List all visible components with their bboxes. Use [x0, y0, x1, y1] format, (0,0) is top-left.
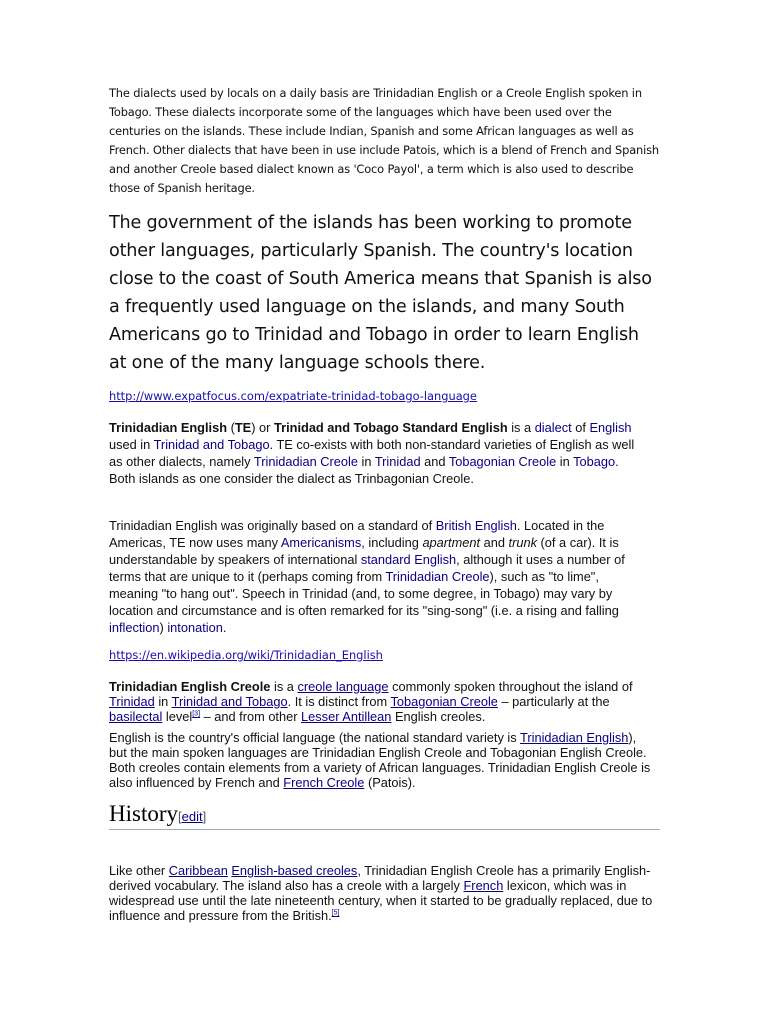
citation-link[interactable]: [5]	[331, 909, 340, 917]
text: and	[420, 454, 449, 469]
paragraph-creole-definition	[109, 679, 654, 724]
expatfocus-url[interactable]: http://www.expatfocus.com/expatriate-trinidad-tobago-language	[109, 389, 477, 403]
text: level	[162, 709, 193, 724]
source-link-wikipedia[interactable]	[109, 648, 383, 662]
italic-term: trunk	[508, 535, 537, 550]
text: , Trinidadian English Creole has a primarily English-derived vocabulary. The island also has a creole with a largely	[109, 863, 651, 893]
text: English is the country's official language (the national standard variety is	[109, 730, 520, 745]
text: . Both islands as one consider the dialect as Trinbagonian Creole.	[109, 454, 619, 486]
text: – particularly at the	[497, 694, 610, 709]
link-english[interactable]: English	[589, 420, 632, 435]
source-link-expatfocus[interactable]	[109, 389, 477, 403]
history-heading	[109, 801, 660, 830]
text: lexicon, which was in widespread use until the late nineteenth century, when it started to be gradually replaced, due to influence and pressure from the British.	[109, 878, 653, 923]
text: (	[227, 420, 235, 435]
bold-term: Trinidadian English Creole	[109, 679, 271, 694]
wikipedia-url[interactable]: https://en.wikipedia.org/wiki/Trinidadian_English	[109, 648, 383, 662]
link-tobagonian-creole[interactable]: Tobagonian Creole	[390, 694, 498, 709]
text: and	[480, 535, 509, 550]
text: is a	[270, 679, 298, 694]
text: commonly spoken throughout the island of	[388, 679, 633, 694]
edit-bracket-close: ]	[202, 809, 207, 824]
text: English creoles.	[391, 709, 486, 724]
link-trinidadian-creole[interactable]: Trinidadian Creole	[385, 569, 490, 584]
text: (Patois).	[364, 775, 416, 790]
paragraph-dialects: The dialects used by locals on a daily basis are Trinidadian English or a Creole English spoken in Tobago. These dialects incorporate some of the languages which have been used over the centuries on the islands. These include Indian, Spanish and some African languages as well as French. Other dialects that have been in use include Patois, which is a blend of French and Spanish and another Creole based dialect known as 'Coco Payol', a term which is also used to describe those of Spanish heritage.	[109, 86, 659, 195]
paragraph-official-language	[109, 730, 654, 790]
history-title: History	[109, 801, 178, 826]
paragraph-te-origins	[109, 517, 637, 636]
link-english-based-creoles[interactable]: English-based creoles	[231, 863, 358, 878]
edit-link[interactable]: edit	[181, 809, 203, 824]
link-tobago[interactable]: Tobago	[573, 454, 616, 469]
link-trinidadian-creole[interactable]: Trinidadian Creole	[253, 454, 358, 469]
text: . Located in the Americas, TE now uses many	[109, 518, 605, 550]
link-french-creole[interactable]: French Creole	[283, 775, 365, 790]
text: (of a car). It is understandable by speakers of international	[109, 535, 619, 567]
text: ) or	[251, 420, 274, 435]
italic-term: apartment	[422, 535, 481, 550]
text: used in	[109, 437, 154, 452]
link-french[interactable]: French	[463, 878, 504, 893]
text: , including	[361, 535, 423, 550]
text: . It is distinct from	[287, 694, 391, 709]
link-intonation[interactable]: intonation	[167, 620, 223, 635]
link-caribbean[interactable]: Caribbean	[168, 863, 228, 878]
link-trinidadian-english[interactable]: Trinidadian English	[520, 730, 629, 745]
link-lesser-antillean[interactable]: Lesser Antillean	[301, 709, 392, 724]
link-dialect[interactable]: dialect	[534, 420, 572, 435]
text: .	[222, 620, 227, 635]
text: . TE co-exists with both non-standard varieties of English as well as other dialects, namely	[109, 437, 635, 469]
link-british-english[interactable]: British English	[435, 518, 517, 533]
bold-term: TE	[234, 420, 252, 435]
text: )	[159, 620, 168, 635]
text: ), such as "to lime", meaning "to hang out". Speech in Trinidad (and, to some degree, in Tobago) may vary by location and circumstance and is often remarked for its "sing-song" (i.e. a rising and falling	[109, 569, 619, 618]
text: , although it uses a number of terms that are unique to it (perhaps coming from	[109, 552, 625, 584]
link-inflection[interactable]: inflection	[109, 620, 160, 635]
link-trinidad-and-tobago[interactable]: Trinidad and Tobago	[153, 437, 270, 452]
link-trinidad[interactable]: Trinidad	[109, 694, 155, 709]
link-standard-english[interactable]: standard English	[360, 552, 457, 567]
link-trinidad-and-tobago[interactable]: Trinidad and Tobago	[171, 694, 288, 709]
link-americanisms[interactable]: Americanisms	[280, 535, 362, 550]
citation-link[interactable]: [3]	[192, 710, 201, 718]
link-trinidad[interactable]: Trinidad	[374, 454, 421, 469]
link-creole-language[interactable]: creole language	[297, 679, 389, 694]
text: in	[154, 694, 172, 709]
text: in	[357, 454, 375, 469]
text: in	[556, 454, 574, 469]
edit-bracket-open: [	[178, 809, 182, 824]
text: – and from other	[200, 709, 302, 724]
text: ), but the main spoken languages are Trinidadian English Creole and Tobagonian English Creole. Both creoles contain elements from a variety of African languages. Trinidadian English Creole is also influenced by French and	[109, 730, 651, 790]
bold-term: Trinidadian English	[109, 420, 228, 435]
text: of	[571, 420, 590, 435]
link-tobagonian-creole[interactable]: Tobagonian Creole	[448, 454, 557, 469]
text: Trinidadian English was originally based on a standard of	[109, 518, 436, 533]
bold-term: Trinidad and Tobago Standard English	[273, 420, 508, 435]
text: is a	[507, 420, 535, 435]
link-basilectal[interactable]: basilectal	[109, 709, 163, 724]
text: Like other	[109, 863, 169, 878]
paragraph-trinidadian-english	[109, 419, 637, 487]
paragraph-government: The government of the islands has been working to promote other languages, particularly Spanish. The country's location close to the coast of South America means that Spanish is also a frequently used language on the islands, and many South Americans go to Trinidad and Tobago in order to learn English at one of the many language schools there.	[109, 213, 652, 373]
paragraph-history	[109, 863, 654, 923]
